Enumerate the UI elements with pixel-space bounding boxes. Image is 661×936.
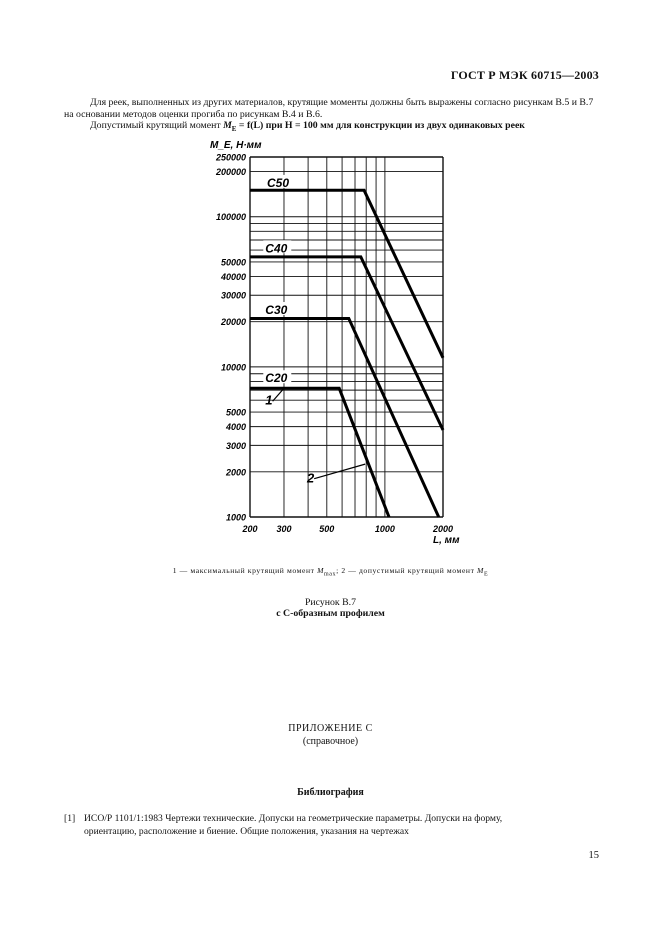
annotation-1: 1 xyxy=(265,392,273,408)
annotation-2: 2 xyxy=(307,470,315,486)
y-tick-label: 20000 xyxy=(220,317,246,328)
x-tick-label: 500 xyxy=(319,524,335,534)
y-tick-label: 1000 xyxy=(225,512,246,523)
y-tick-label: 100000 xyxy=(215,212,246,223)
series-label: C40 xyxy=(265,241,288,256)
y-tick-label: 4000 xyxy=(225,422,246,433)
y-tick-label: 3000 xyxy=(225,440,246,451)
y-tick-label: 40000 xyxy=(220,271,246,282)
x-tick-label: 2000 xyxy=(432,524,454,534)
series-line-c50 xyxy=(250,190,443,357)
x-tick-label: 1000 xyxy=(374,524,395,534)
reference-number: [1] xyxy=(64,813,76,824)
chart-series xyxy=(250,190,443,517)
x-tick-label: 300 xyxy=(276,524,292,534)
reference-line1: ИСО/Р 1101/1:1983 Чертежи технические. Допуски на геометрические параметры. Допуски на форму, xyxy=(84,813,503,824)
chart-labels xyxy=(210,140,460,546)
page-number: 15 xyxy=(588,850,599,861)
y-axis-label: M_E, Н·мм xyxy=(210,140,262,151)
x-tick-label: 200 xyxy=(242,524,258,534)
bibliography-item xyxy=(64,812,604,838)
torque-chart xyxy=(195,130,465,555)
series-label: C20 xyxy=(265,371,288,386)
y-tick-label: 50000 xyxy=(220,257,246,268)
x-axis-label: L, мм xyxy=(433,535,460,546)
y-tick-label: 5000 xyxy=(225,407,246,418)
appendix-title: ПРИЛОЖЕНИЕ С xyxy=(288,723,373,734)
y-tick-label: 30000 xyxy=(220,290,246,301)
figure-legend: 1 — максимальный крутящий момент $M_{max}$; 2 — допустимый крутящий момент $M_E$ xyxy=(172,566,489,578)
appendix-block xyxy=(0,722,661,748)
y-tick-label: 10000 xyxy=(220,362,246,373)
y-tick-label: 250000 xyxy=(215,152,246,163)
series-label: C30 xyxy=(265,302,288,317)
reference-line2: ориентацию, расположение и биение. Общие положения, указания на чертежах xyxy=(84,826,409,837)
y-tick-label: 200000 xyxy=(215,167,246,178)
paragraph-torque-prefix: Допустимый крутящий момент xyxy=(90,120,224,131)
document-header: ГОСТ Р МЭК 60715—2003 xyxy=(450,68,599,82)
series-line-c30 xyxy=(250,319,439,518)
formula-symbol: $M_E = f(L)$ при H = 100 мм для конструкции из двух одинаковых реек xyxy=(223,120,525,133)
figure-number: Рисунок В.7 xyxy=(304,597,357,608)
figure-caption xyxy=(0,597,661,619)
appendix-note: (справочное) xyxy=(302,736,359,747)
bibliography-heading: Библиография xyxy=(297,787,364,798)
figure-subtitle: с С-образным профилем xyxy=(276,608,385,619)
y-tick-label: 2000 xyxy=(225,467,246,478)
paragraph-materials: Для реек, выполненных из других материалов, крутящие моменты должны быть выражены согласно рисункам В.5 и В.7 на основании методов оценки прогиба по рисункам В.4 и В.6. xyxy=(64,97,594,120)
series-label: C50 xyxy=(267,175,290,190)
